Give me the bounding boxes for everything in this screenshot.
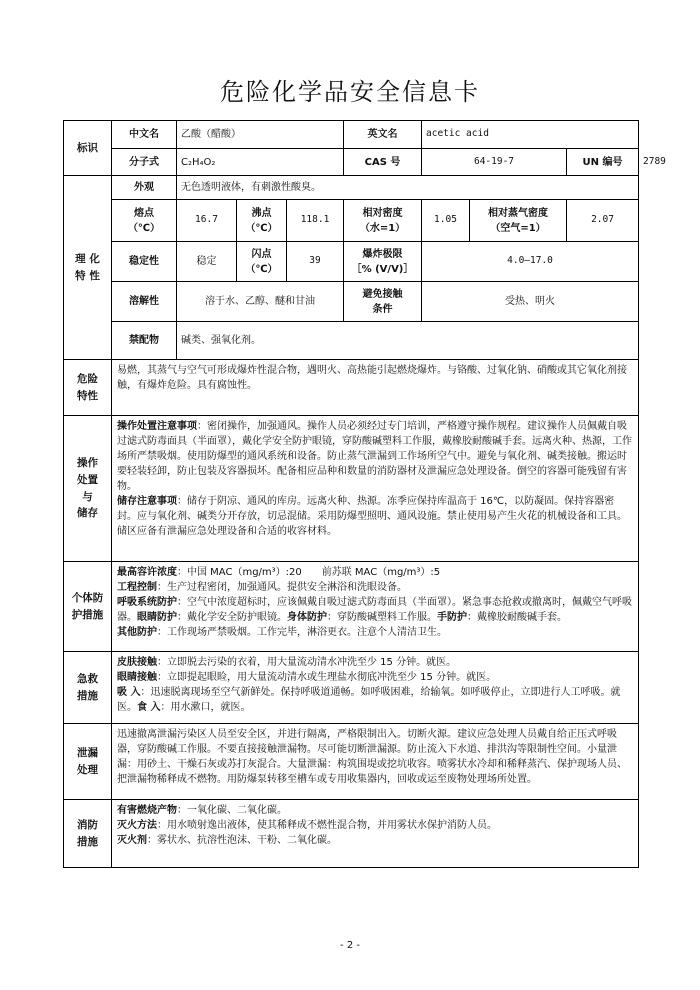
formula-value: C₂H₄O₂: [177, 149, 344, 176]
section-protection: 个体防 护措施: [64, 562, 112, 652]
eye-contact-text: ：立即提起眼睑，用大量流动清水或生理盐水彻底冲洗至少 15 分钟。就医。: [157, 672, 497, 683]
flash-label: 闪点 （℃）: [237, 242, 287, 282]
other-protect-label: 其他防护: [117, 627, 157, 638]
vapor-density-label: 相对蒸气密度 （空气=1）: [470, 200, 567, 242]
eng-text: ：生产过程密闭，加强通风。提供安全淋浴和洗眼设备。: [157, 582, 407, 593]
eng-label: 工程控制: [117, 582, 157, 593]
cn-name-label: 中文名: [112, 121, 177, 149]
handling-text: [112, 416, 639, 562]
inhale-label: 吸 入: [117, 687, 141, 698]
store-label: 储存注意事项: [117, 496, 177, 507]
page-number: - 2 -: [340, 940, 360, 951]
incompat-label: 禁配物: [112, 322, 177, 360]
formula-label: 分子式: [112, 149, 177, 176]
body-protect-text: ：穿防酸碱塑料工作服。: [327, 612, 437, 623]
avoid-value: 受热、明火: [422, 282, 639, 322]
op-text: ：密闭操作，加强通风。操作人员必须经过专门培训，严格遵守操作规程。建议操作人员佩戴自吸过滤式防毒面具（半面罩），戴化学安全防护眼镜，穿防酸碱塑料工作服，戴橡胶耐酸碱手套。远离火种、热源，工作场所严禁吸烟。使用防爆型的通风系统和设备。防止蒸气泄漏到工作场所空气中。避免与氧化剂、碱类接触。搬运时要轻装轻卸，防止包装及容器损坏。配备相应品种和数量的消防器材及泄漏应急处理设备。倒空的容器可能残留有害物。: [117, 421, 632, 492]
fire-text: [112, 800, 639, 868]
section-identification: 标识: [64, 121, 112, 176]
appearance-value: 无色透明液体，有刺激性酸臭。: [177, 176, 639, 200]
mac-label: 最高容许浓度: [117, 567, 177, 578]
page-title: 危险化学品安全信息卡: [220, 78, 480, 106]
section-leak: 泄漏 处理: [64, 724, 112, 800]
leak-text: 迅速撤离泄漏污染区人员至安全区，并进行隔离，严格限制出入。切断火源。建议应急处理人员戴自给正压式呼吸器，穿防酸碱工作服。不要直接接触泄漏物。尽可能切断泄漏源。防止流入下水道、排洪沟等限制性空间。小量泄漏：用砂土、干燥石灰或苏打灰混合。大量泄漏：构筑围堤或挖坑收容。喷雾状水冷却和稀释蒸汽、保护现场人员、把泄漏物稀释成不燃物。用防爆泵转移至槽车或专用收集器内，回收或运至废物处理场所处置。: [112, 724, 639, 800]
solubility-label: 溶解性: [112, 282, 177, 322]
eye-contact-label: 眼睛接触: [117, 672, 157, 683]
store-text: ：储存于阴凉、通风的库房。远离火种、热源。冻季应保持库温高于 16℃，以防凝固。保持容器密封。应与氧化剂、碱类分开存放，切忌混储。采用防爆型照明、通风设施。禁止使用易产生火花的机械设备和工具。储区应备有泄漏应急处理设备和合适的收容材料。: [117, 496, 627, 537]
boiling-value: 118.1: [287, 200, 344, 242]
rel-density-value: 1.05: [422, 200, 470, 242]
section-firstaid: 急救 措施: [64, 652, 112, 724]
mac-text: ：中国 MAC（mg/m³）:20 前苏联 MAC（mg/m³）:5: [177, 567, 441, 578]
eye-protect-text: ：戴化学安全防护眼镜。: [177, 612, 287, 623]
cas-label: CAS 号: [344, 149, 422, 176]
inhale-text: ：迅速脱离现场至空气新鲜处。保持呼吸道通畅。如呼吸困难，给输氧。如呼吸停止，立即进行人工呼吸。就医。: [117, 687, 621, 713]
hand-protect-label: 手防护: [437, 612, 467, 623]
melting-label: 熔点 （℃）: [112, 200, 177, 242]
fire-method-text: ：用水喷射逸出液体，使其稀释成不燃性混合物，并用雾状水保护消防人员。: [157, 820, 497, 831]
protection-text: [112, 562, 639, 652]
solubility-value: 溶于水、乙醇、醚和甘油: [177, 282, 344, 322]
fire-agent-label: 灭火剂: [117, 835, 147, 846]
section-hazard: 危险 特性: [64, 360, 112, 416]
cas-value: 64-19-7: [422, 149, 567, 176]
eye-protect-label: 眼睛防护: [137, 612, 177, 623]
section-properties: 理 化 特 性: [64, 176, 112, 360]
cn-name-value: 乙酸（醋酸）: [177, 121, 344, 149]
skin-text: ：立即脱去污染的衣着，用大量流动清水冲洗至少 15 分钟。就医。: [157, 657, 457, 668]
rel-density-label: 相对密度 （水=1）: [344, 200, 422, 242]
en-name-value: acetic acid: [422, 121, 639, 149]
stability-label: 稳定性: [112, 242, 177, 282]
avoid-label: 避免接触 条件: [344, 282, 422, 322]
fire-agent-text: ：雾状水、抗溶性泡沫、干粉、二氧化碳。: [147, 835, 337, 846]
firstaid-text: [112, 652, 639, 724]
section-fire: 消防 措施: [64, 800, 112, 868]
resp-text: ：空气中浓度超标时，应该佩戴自吸过滤式防毒面具（半面罩）。紧急事态抢救或撤离时，佩戴空气呼吸器。: [117, 597, 632, 623]
other-protect-text: ：工作现场严禁吸烟。工作完毕，淋浴更衣。注意个人清洁卫生。: [157, 627, 447, 638]
melting-value: 16.7: [177, 200, 237, 242]
vapor-density-value: 2.07: [567, 200, 639, 242]
en-name-label: 英文名: [344, 121, 422, 149]
fire-products-label: 有害燃烧产物: [117, 805, 177, 816]
section-handling: 操作 处置 与 储存: [64, 416, 112, 562]
incompat-value: 碱类、强氧化剂。: [177, 322, 639, 360]
un-label: UN 编号: [567, 149, 639, 176]
explosion-value: 4.0—17.0: [422, 242, 639, 282]
skin-label: 皮肤接触: [117, 657, 157, 668]
stability-value: 稳定: [177, 242, 237, 282]
ingest-text: ：用水漱口，就医。: [160, 702, 251, 713]
fire-products-text: ：一氧化碳、二氧化碳。: [177, 805, 287, 816]
flash-value: 39: [287, 242, 344, 282]
safety-info-table: 标识 中文名 乙酸（醋酸） 英文名 acetic acid 分子式 C₂H₄O₂ CAS 号 64-19-7 UN 编号 2789 理 化 特 性 外观 无色透明液体，有刺激性酸臭。 熔点 （℃） 16.7 沸点 （℃） 118.1 相对密度 （水=1） 1.05 相对蒸气密度 （空气=1） 2.07 稳定性 稳定 闪点 （℃） 39 爆炸极限 ［% (V/V)］ 4.0—17.0 溶解性 溶于水、乙醇、醚和甘油 避免接触 条件 受热、明火 禁配物 碱类、强氧化剂。 危险 特性 易燃，其蒸气与空气可形成爆炸性混合物，遇明火、高热能引起燃烧爆炸。与铬酸、过氧化钠、硝酸或其它氧化剂接触，有爆炸危险。具有腐蚀性。 操作 处置 与 储存 操作处置注意事项：密闭操作，加强通风。操作人员必须经过专门培训，严格遵守操作规程。建议操作人员佩戴自吸过滤式防毒面具（半面罩），戴化学安全防护眼镜，穿防酸碱塑料工作服，戴橡胶耐酸碱手套。远离火种、热源，工作场所严禁吸烟。使用防爆型的通风系统和设备。防止蒸气泄漏到工作场所空气中。避免与氧化剂、碱类接触。搬运时要轻装轻卸，防止包装及容器损坏。配备相应品种和数量的消防器材及泄漏应急处理设备。倒空的容器可能残留有害物。 储存注意事项：储存于阴凉、通风的库房。远离火种、热源。冻季应保持库温高于 16℃，以防凝固。保持容器密封。应与氧化剂、碱类分开存放，切忌混储。采用防爆型照明、通风设施。禁止使用易产生火花的机械设备和工具。储区应备有泄漏应急处理设备和合适的收容材料。 个体防 护措施 最高容许浓度：中国 MAC（mg/m³）:20 前苏联 MAC（mg/m³）:5 工程控制：生产过程密闭，加强通风。提供安全淋浴和洗眼设备。 呼吸系统防护：空气中浓度超标时，应该佩戴自吸过滤式防毒面具（半面罩）。紧急事态抢救或撤离时，佩戴空气呼吸器。眼睛防护：戴化学安全防护眼镜。身体防护：穿防酸碱塑料工作服。手防护：戴橡胶耐酸碱手套。 其他防护：工作现场严禁吸烟。工作完毕，淋浴更衣。注意个人清洁卫生。 急救 措施 皮肤接触：立即脱去污染的衣着，用大量流动清水冲洗至少 15 分钟。就医。 眼睛接触：立即提起眼睑，用大量流动清水或生理盐水彻底冲洗至少 15 分钟。就医。 吸 入：迅速脱离现场至空气新鲜处。保持呼吸道通畅。如呼吸困难，给输氧。如呼吸停止，立即进行人工呼吸。就医。食 入：用水漱口，就医。 泄漏 处理 迅速撤离泄漏污染区人员至安全区，并进行隔离，严格限制出入。切断火源。建议应急处理人员戴自给正压式呼吸器，穿防酸碱工作服。不要直接接触泄漏物。尽可能切断泄漏源。防止流入下水道、排洪沟等限制性空间。小量泄漏：用砂土、干燥石灰或苏打灰混合。大量泄漏：构筑围堤或挖坑收容。喷雾状水冷却和稀释蒸汽、保护现场人员、把泄漏物稀释成不燃物。用防爆泵转移至槽车或专用收集器内，回收或运至废物处理场所处置。 消防 措施 有害燃烧产物：一氧化碳、二氧化碳。 灭火方法：用水喷射逸出液体，使其稀释成不燃性混合物，并用雾状水保护消防人员。 灭火剂：雾状水、抗溶性泡沫、干粉、二氧化碳。: [63, 120, 639, 868]
explosion-label: 爆炸极限 ［% (V/V)］: [344, 242, 422, 282]
hand-protect-text: ：戴橡胶耐酸碱手套。: [467, 612, 567, 623]
op-label: 操作处置注意事项: [117, 421, 197, 432]
boiling-label: 沸点 （℃）: [237, 200, 287, 242]
ingest-label: 食 入: [137, 702, 161, 713]
body-protect-label: 身体防护: [287, 612, 327, 623]
fire-method-label: 灭火方法: [117, 820, 157, 831]
appearance-label: 外观: [112, 176, 177, 200]
resp-label: 呼吸系统防护: [117, 597, 177, 608]
hazard-text: 易燃，其蒸气与空气可形成爆炸性混合物，遇明火、高热能引起燃烧爆炸。与铬酸、过氧化钠、硝酸或其它氧化剂接触，有爆炸危险。具有腐蚀性。: [112, 360, 639, 416]
